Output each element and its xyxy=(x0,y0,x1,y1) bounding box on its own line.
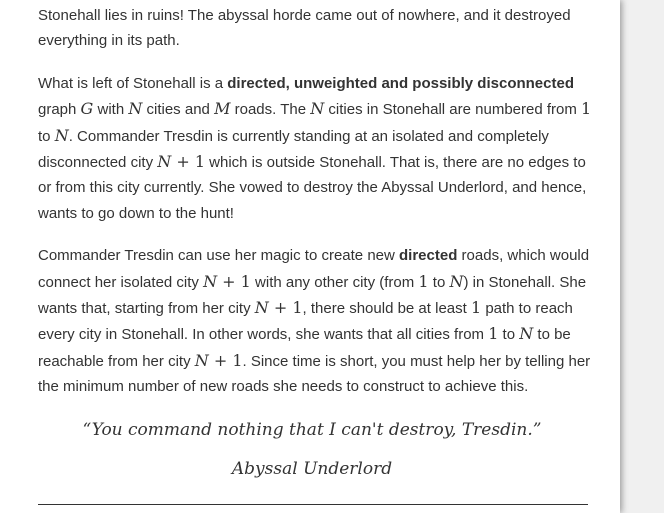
text: Commander Tresdin can use her magic to create new xyxy=(38,247,400,265)
text: , there should be at least xyxy=(302,300,471,318)
math-var: N xyxy=(310,99,325,119)
paragraph-task xyxy=(38,243,598,399)
text: path to reach every city in Stonehall. In other words, she wants that all cities from xyxy=(38,300,573,344)
text: to xyxy=(498,326,520,344)
text: cities in Stonehall are numbered from xyxy=(324,101,582,119)
text: with any other city (from xyxy=(250,273,419,291)
text: graph xyxy=(38,101,81,119)
math-var: N xyxy=(519,324,534,344)
math-expr: + 1 xyxy=(171,152,205,172)
math-var: N xyxy=(203,271,218,291)
text: which is outside Stonehall. That is, there are no edges to or from this city currently. She vowed to destroy the Abyssal Underlord, and hence, wants to go down to the hunt! xyxy=(38,154,587,222)
math-var: N xyxy=(449,271,464,291)
math-expr: + 1 xyxy=(268,298,303,318)
math-var: N xyxy=(194,350,209,370)
paragraph-intro xyxy=(38,3,598,54)
quote-author: Abyssal Underlord xyxy=(231,459,393,479)
quote-text: “You command nothing that I can't destroy, Tresdin.” xyxy=(82,420,542,440)
math-var: M xyxy=(214,99,231,119)
math-number: 1 xyxy=(581,99,592,119)
bold-text: directed xyxy=(399,247,458,265)
math-number: 1 xyxy=(488,324,499,344)
text: to xyxy=(428,273,450,291)
math-var: G xyxy=(80,99,94,119)
math-var: N xyxy=(254,298,269,318)
text: with xyxy=(93,101,129,119)
math-var: N xyxy=(54,125,69,145)
paragraph-graph xyxy=(38,71,598,226)
math-var: N xyxy=(157,152,172,172)
text: What is left of Stonehall is a xyxy=(38,74,228,92)
horizontal-rule xyxy=(38,504,588,505)
bold-text: directed, unweighted and possibly disconnected xyxy=(227,74,574,92)
text: ) in Stonehall. She wants that, starting from her city xyxy=(38,273,587,318)
math-number: 1 xyxy=(470,298,482,318)
text: roads. The xyxy=(230,101,311,119)
math-expr: + 1 xyxy=(208,350,243,370)
text: . Commander Tresdin is currently standing at an isolated and completely disconnected city xyxy=(38,127,549,172)
math-expr: + 1 xyxy=(217,271,251,291)
text: . Since time is short, you must help her by telling her the minimum number of new roads she needs to construct to achieve this. xyxy=(38,352,591,396)
math-number: 1 xyxy=(418,271,429,291)
text: roads, which would connect her isolated city xyxy=(38,247,590,291)
problem-statement-body xyxy=(38,3,598,417)
intro-text: Stonehall lies in ruins! The abyssal horde came out of nowhere, and it destroyed everything in its path. xyxy=(38,7,571,50)
math-var: N xyxy=(128,99,143,119)
text: to xyxy=(38,127,55,145)
text: cities and xyxy=(142,101,215,119)
text: to be reachable from her city xyxy=(38,326,571,370)
